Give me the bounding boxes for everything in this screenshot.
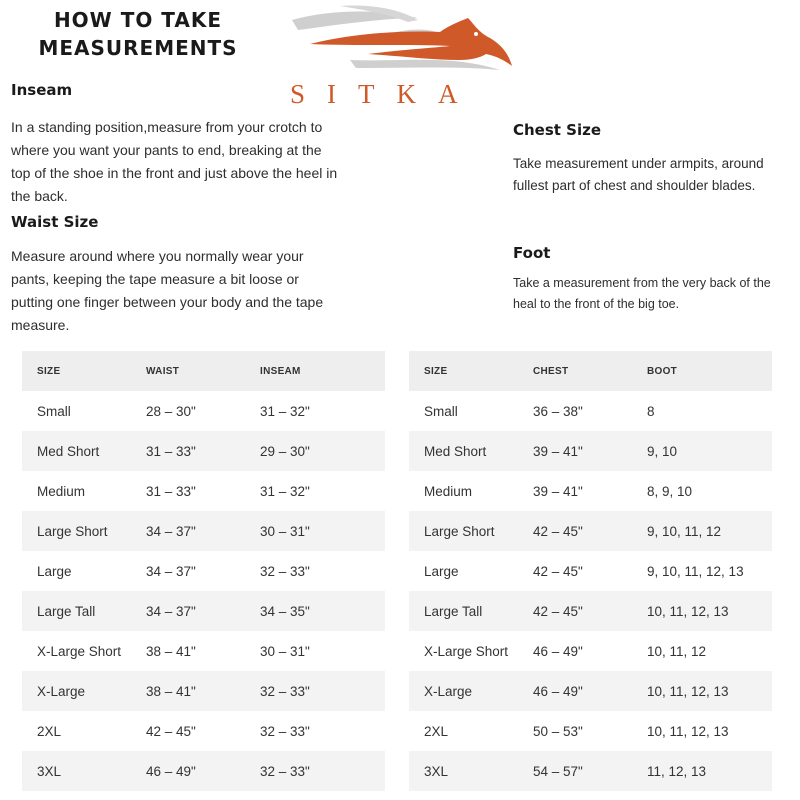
chest-cell: 42 – 45" <box>533 563 583 579</box>
table-row <box>22 631 385 671</box>
table-row <box>22 431 385 471</box>
boot-cell: 10, 11, 12, 13 <box>632 671 772 711</box>
header-boot: BOOT <box>632 351 772 391</box>
table-row <box>22 511 385 551</box>
table-row <box>409 391 772 431</box>
chest-text: Take measurement under armpits, around fullest part of chest and shoulder blades. <box>513 156 764 193</box>
inseam-cell: 32 – 33" <box>245 751 385 791</box>
waist-cell: 46 – 49" <box>131 751 245 791</box>
size-cell: Large <box>37 563 72 579</box>
chest-cell: 42 – 45" <box>518 591 632 631</box>
table-row <box>22 671 385 711</box>
inseam-cell: 34 – 35" <box>245 591 385 631</box>
inseam-cell: 32 – 33" <box>260 723 310 739</box>
table-row <box>409 751 772 791</box>
table-row <box>409 631 772 671</box>
logo-streak-icon <box>350 60 500 70</box>
chest-heading: Chest Size <box>513 121 602 139</box>
size-cell: Small <box>37 403 71 419</box>
table-row <box>409 551 772 591</box>
boot-cell: 10, 11, 12, 13 <box>647 723 729 739</box>
logo-wordmark: SITKA <box>290 79 480 108</box>
inseam-section <box>11 80 341 208</box>
size-cell: X-Large Short <box>37 643 122 659</box>
size-cell: Large Tall <box>409 591 518 631</box>
chest-section <box>513 120 793 197</box>
table-header-row <box>22 351 385 391</box>
header-size: SIZE <box>22 351 131 391</box>
chest-cell: 39 – 41" <box>518 431 632 471</box>
header-waist: WAIST <box>131 351 245 391</box>
size-cell: 2XL <box>37 723 62 739</box>
size-cell: Small <box>424 403 458 419</box>
logo-animal-icon <box>310 18 512 66</box>
waist-cell: 38 – 41" <box>146 643 196 659</box>
table-row <box>409 591 772 631</box>
inseam-cell: 30 – 31" <box>245 511 385 551</box>
foot-heading: Foot <box>513 244 551 262</box>
size-cell: X-Large <box>22 671 131 711</box>
boot-cell: 11, 12, 13 <box>632 751 772 791</box>
boot-cell: 8, 9, 10 <box>647 483 693 499</box>
table-row <box>22 711 385 751</box>
size-cell: 2XL <box>424 723 449 739</box>
table-header-row <box>409 351 772 391</box>
size-cell: Large Tall <box>22 591 131 631</box>
table-row <box>409 711 772 751</box>
chest-cell: 50 – 53" <box>533 723 583 739</box>
header-inseam: INSEAM <box>245 351 385 391</box>
inseam-heading: Inseam <box>11 81 73 99</box>
size-cell: X-Large <box>409 671 518 711</box>
boot-cell: 10, 11, 12 <box>647 643 707 659</box>
size-cell: Large Short <box>22 511 131 551</box>
size-cell: Medium <box>424 483 473 499</box>
table-row <box>409 511 772 551</box>
page-title: HOW TO TAKE MEASUREMENTS <box>38 8 238 60</box>
table-row <box>22 391 385 431</box>
waist-cell: 34 – 37" <box>146 563 196 579</box>
inseam-cell: 32 – 33" <box>245 671 385 711</box>
size-cell: Med Short <box>22 431 131 471</box>
chest-boot-table <box>409 351 772 791</box>
table-row <box>22 751 385 791</box>
inseam-cell: 31 – 32" <box>260 483 310 499</box>
size-cell: Medium <box>37 483 86 499</box>
waist-cell: 31 – 33" <box>131 431 245 471</box>
size-cell: Large Short <box>409 511 518 551</box>
chest-cell: 54 – 57" <box>518 751 632 791</box>
waist-cell: 38 – 41" <box>131 671 245 711</box>
boot-cell: 9, 10, 11, 12 <box>632 511 772 551</box>
waist-inseam-table <box>22 351 385 791</box>
table-row <box>22 551 385 591</box>
inseam-cell: 29 – 30" <box>245 431 385 471</box>
table-row <box>409 671 772 711</box>
waist-cell: 28 – 30" <box>146 403 196 419</box>
boot-cell: 10, 11, 12, 13 <box>632 591 772 631</box>
inseam-cell: 32 – 33" <box>260 563 310 579</box>
waist-cell: 34 – 37" <box>131 591 245 631</box>
boot-cell: 9, 10, 11, 12, 13 <box>647 563 744 579</box>
chest-cell: 36 – 38" <box>533 403 583 419</box>
boot-cell: 8 <box>647 403 655 419</box>
inseam-cell: 30 – 31" <box>260 643 310 659</box>
chest-cell: 42 – 45" <box>518 511 632 551</box>
waist-text: Measure around where you normally wear your pants, keeping the tape measure a bit loose or putting one finger between your body and the tape measure. <box>11 248 324 333</box>
waist-section <box>11 212 341 337</box>
foot-section <box>513 243 797 315</box>
chest-cell: 46 – 49" <box>533 643 583 659</box>
table-row <box>409 471 772 511</box>
waist-cell: 42 – 45" <box>146 723 196 739</box>
waist-cell: 34 – 37" <box>131 511 245 551</box>
inseam-cell: 31 – 32" <box>260 403 310 419</box>
chest-cell: 46 – 49" <box>518 671 632 711</box>
table-row <box>22 471 385 511</box>
header-size: SIZE <box>409 351 518 391</box>
header-chest: CHEST <box>518 351 632 391</box>
size-cell: 3XL <box>22 751 131 791</box>
boot-cell: 9, 10 <box>632 431 772 471</box>
inseam-text: In a standing position,measure from your crotch to where you want your pants to end, breaking at the top of the shoe in the front and just above the heel in the back. <box>11 119 338 204</box>
table-row <box>22 591 385 631</box>
chest-cell: 39 – 41" <box>533 483 583 499</box>
foot-text: Take a measurement from the very back of the heal to the front of the big toe. <box>513 276 771 311</box>
table-row <box>409 431 772 471</box>
waist-heading: Waist Size <box>11 213 99 231</box>
size-cell: X-Large Short <box>424 643 509 659</box>
size-cell: Med Short <box>409 431 518 471</box>
size-cell: 3XL <box>409 751 518 791</box>
size-cell: Large <box>424 563 459 579</box>
waist-cell: 31 – 33" <box>146 483 196 499</box>
